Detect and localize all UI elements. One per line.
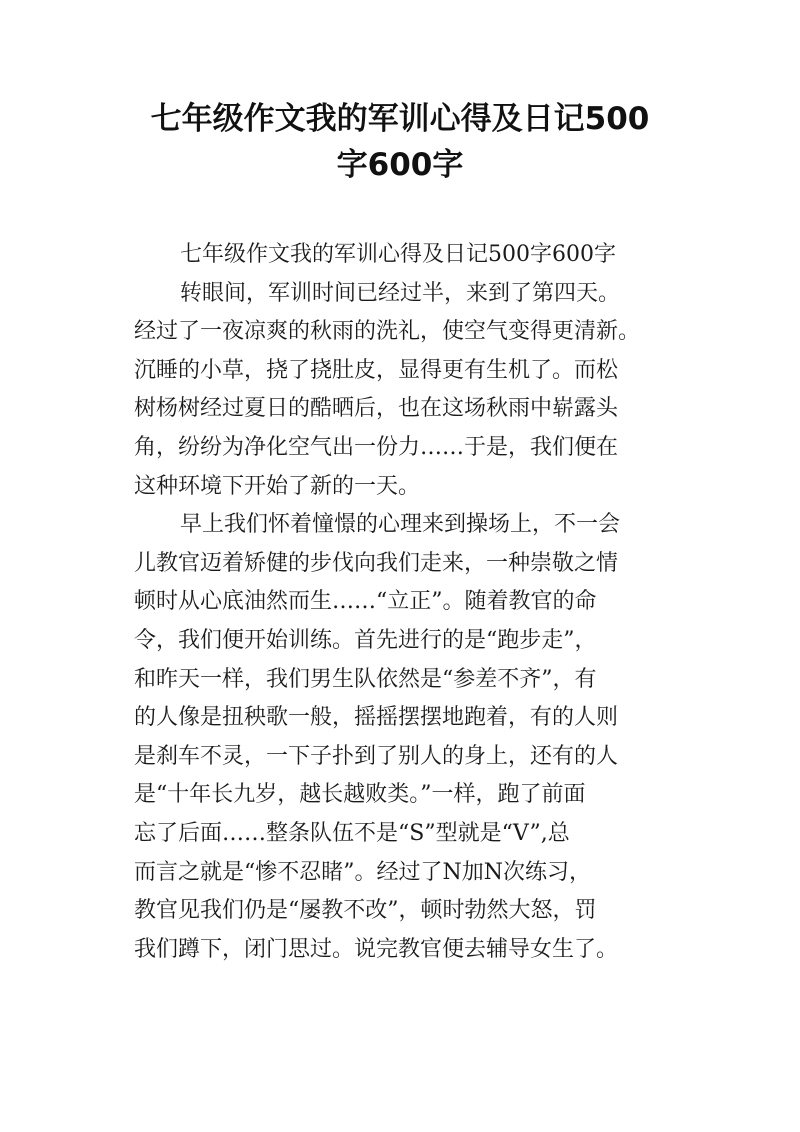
body-line: 教官见我们仍是“屡教不改”，顿时勃然大怒，罚 <box>134 898 597 924</box>
body-line: 顿时从心底油然而生……“立正”。随着教官的命 <box>134 589 597 615</box>
body-line: 转眼间，军训时间已经过半，来到了第四天。 <box>180 280 621 306</box>
body-line: 的人像是扭秧歌一般，摇摇摆摆地跑着，有的人则 <box>134 705 619 731</box>
body-line: 经过了一夜凉爽的秋雨的洗礼，使空气变得更清新。 <box>134 319 641 345</box>
body-line: 和昨天一样，我们男生队依然是“参差不齐”，有 <box>134 666 597 692</box>
body-line: 是刹车不灵，一下子扑到了别人的身上，还有的人 <box>134 743 619 769</box>
body-line: 这种环境下开始了新的一天。 <box>134 473 421 499</box>
body-line: 令，我们便开始训练。首先进行的是“跑步走”， <box>134 627 597 653</box>
document-body <box>134 236 674 969</box>
body-line: 早上我们怀着憧憬的心理来到操场上，不一会 <box>180 512 621 538</box>
document-title <box>0 96 800 188</box>
body-line: 七年级作文我的军训心得及日记500字600字 <box>180 242 616 267</box>
body-line: 忘了后面……整条队伍不是“S”型就是“V”,总 <box>134 820 570 846</box>
body-line: 角，纷纷为净化空气出一份力……于是，我们便在 <box>134 434 619 460</box>
body-line: 树杨树经过夏日的酷晒后，也在这场秋雨中崭露头 <box>134 396 619 422</box>
body-line: 儿教官迈着矫健的步伐向我们走来，一种崇敬之情 <box>134 550 619 576</box>
title-line-1: 七年级作文我的军训心得及日记500 <box>150 101 650 137</box>
body-line: 沉睡的小草，挠了挠肚皮，显得更有生机了。而松 <box>134 357 619 383</box>
body-line: 是“十年长九岁，越长越败类。”一样，跑了前面 <box>134 782 586 808</box>
title-line-2: 字600字 <box>336 147 464 183</box>
body-line: 而言之就是“惨不忍睹”。经过了N加N次练习， <box>134 859 591 885</box>
body-line: 我们蹲下，闭门思过。说完教官便去辅导女生了。 <box>134 936 619 962</box>
